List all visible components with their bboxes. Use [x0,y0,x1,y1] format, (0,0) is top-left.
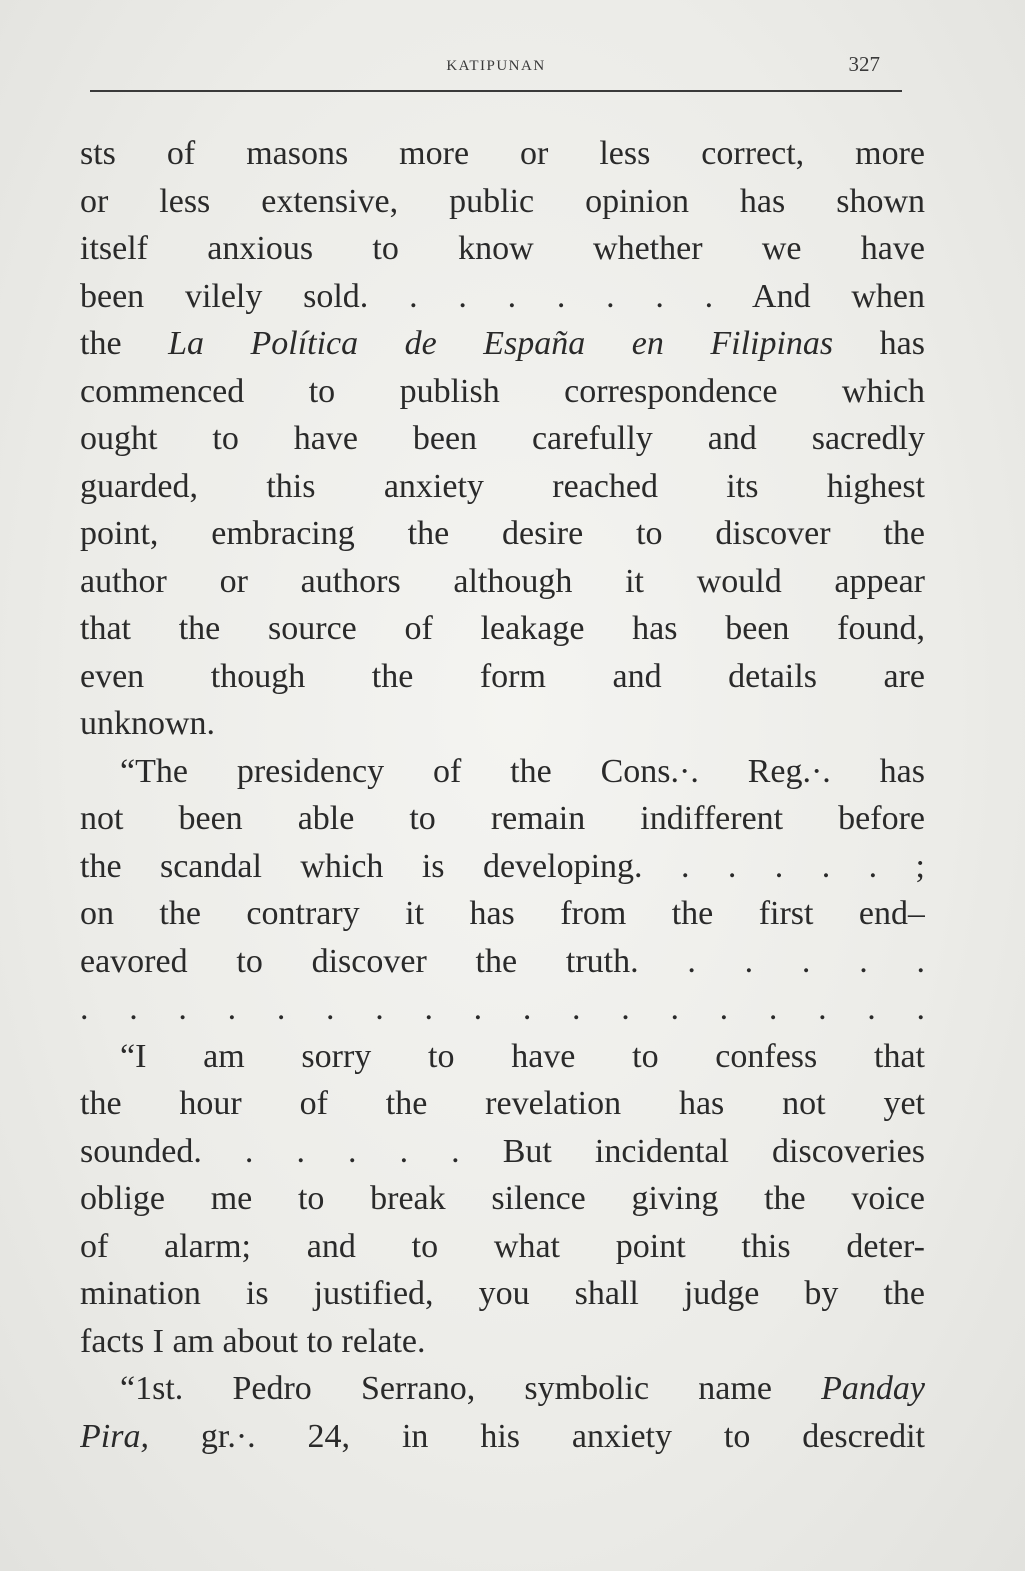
text-line: itself anxious to know whether we have [80,230,925,267]
text-line: sounded. . . . . . But incidental discoveries [80,1132,925,1170]
running-title: KATIPUNAN [446,58,546,74]
body-text [80,130,925,1460]
text-line: . . . . . . . . . . . . . . . . . . [80,990,925,1027]
text-line: or less extensive, public opinion has shown [80,182,925,220]
text-line: that the source of leakage has been found, [80,610,925,647]
text-line: “The presidency of the Cons.·. Reg.·. has [120,752,925,790]
text-line: the La Política de España en Filipinas has [80,325,925,362]
text-line: eavored to discover the truth. . . . . . [80,942,925,980]
text-line: the scandal which is developing. . . . . . ; [80,847,925,885]
header-rule [90,90,902,92]
text-line: author or authors although it would appear [80,562,925,600]
text-line: commenced to publish correspondence which [80,372,925,410]
text-line: mination is justified, you shall judge by the [80,1275,925,1312]
text-line: even though the form and details are [80,657,925,695]
text-line: of alarm; and to what point this deter- [80,1227,925,1265]
text-line: unknown. [80,705,216,742]
text-line: oblige me to break silence giving the voice [80,1180,925,1217]
text-line: ought to have been carefully and sacredly [80,420,925,457]
text-line: guarded, this anxiety reached its highest [80,467,925,505]
text-line: Pira, gr.·. 24, in his anxiety to descredit [80,1417,925,1455]
text-line: been vilely sold. . . . . . . . And when [80,277,925,315]
running-header [90,48,902,96]
text-line: “I am sorry to have to confess that [120,1037,925,1075]
text-line: point, embracing the desire to discover the [80,515,925,552]
page-number: 327 [848,52,880,76]
text-line: on the contrary it has from the first end– [80,895,925,932]
text-line: sts of masons more or less correct, more [80,135,925,172]
text-line: not been able to remain indifferent before [80,800,925,837]
text-line: “1st. Pedro Serrano, symbolic name Panday [120,1370,925,1407]
text-line: the hour of the revelation has not yet [80,1085,925,1122]
text-line: facts I am about to relate. [80,1322,426,1360]
